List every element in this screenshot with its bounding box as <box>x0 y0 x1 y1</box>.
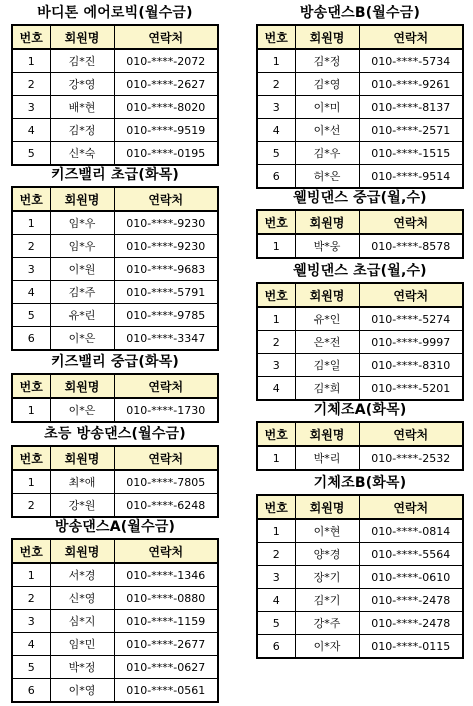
table-row <box>12 211 218 235</box>
header-number: 번호 <box>12 374 50 398</box>
table-row <box>257 73 463 96</box>
table-row <box>12 494 218 518</box>
table-row <box>12 96 218 119</box>
class-section <box>255 187 465 259</box>
header-contact: 연락처 <box>114 25 218 49</box>
row-number: 4 <box>257 589 295 612</box>
contact-number: 010-****-9519 <box>114 119 218 142</box>
contact-number: 010-****-9997 <box>359 331 463 354</box>
table-row <box>12 73 218 96</box>
member-name: 유*린 <box>50 304 114 327</box>
table-row <box>12 258 218 281</box>
member-name: 허*은 <box>295 165 359 189</box>
contact-number: 010-****-5201 <box>359 377 463 401</box>
table-row <box>257 331 463 354</box>
header-member-name: 회원명 <box>295 283 359 307</box>
table-row <box>257 543 463 566</box>
header-contact: 연락처 <box>359 25 463 49</box>
class-section <box>255 472 465 659</box>
class-title: 키즈밸리 초급(화목) <box>50 167 180 183</box>
class-title: 기체조B(화목) <box>313 475 407 491</box>
contact-number: 010-****-9514 <box>359 165 463 189</box>
class-section <box>10 2 220 166</box>
contact-number: 010-****-1515 <box>359 142 463 165</box>
contact-number: 010-****-2478 <box>359 589 463 612</box>
header-member-name: 회원명 <box>295 495 359 519</box>
contact-number: 010-****-5734 <box>359 49 463 73</box>
class-section <box>10 423 220 518</box>
row-number: 4 <box>257 119 295 142</box>
row-number: 2 <box>12 73 50 96</box>
contact-number: 010-****-0880 <box>114 587 218 610</box>
row-number: 5 <box>257 142 295 165</box>
row-number: 2 <box>12 494 50 518</box>
contact-number: 010-****-1159 <box>114 610 218 633</box>
row-number: 3 <box>12 96 50 119</box>
contact-number: 010-****-0115 <box>359 635 463 659</box>
member-name: 박*리 <box>295 446 359 470</box>
member-name: 박*웅 <box>295 234 359 258</box>
contact-number: 010-****-9230 <box>114 211 218 235</box>
contact-number: 010-****-5564 <box>359 543 463 566</box>
header-contact: 연락처 <box>359 210 463 234</box>
table-row <box>12 633 218 656</box>
member-name: 이*은 <box>50 327 114 351</box>
header-member-name: 회원명 <box>50 374 114 398</box>
header-member-name: 회원명 <box>50 446 114 470</box>
table-row <box>257 519 463 543</box>
contact-number: 010-****-0627 <box>114 656 218 679</box>
contact-number: 010-****-0195 <box>114 142 218 166</box>
row-number: 1 <box>12 211 50 235</box>
member-name: 김*정 <box>50 119 114 142</box>
contact-number: 010-****-8020 <box>114 96 218 119</box>
member-name: 김*영 <box>295 73 359 96</box>
class-section <box>10 351 220 423</box>
contact-number: 010-****-2677 <box>114 633 218 656</box>
contact-number: 010-****-9230 <box>114 235 218 258</box>
header-contact: 연락처 <box>359 422 463 446</box>
table-header-row <box>12 374 218 398</box>
member-name: 유*인 <box>295 307 359 331</box>
row-number: 1 <box>257 49 295 73</box>
table-row <box>12 304 218 327</box>
member-name: 김*진 <box>50 49 114 73</box>
contact-number: 010-****-8310 <box>359 354 463 377</box>
contact-number: 010-****-5274 <box>359 307 463 331</box>
member-name: 임*우 <box>50 235 114 258</box>
table-header-row <box>257 495 463 519</box>
member-table <box>11 538 219 703</box>
member-name: 이*선 <box>295 119 359 142</box>
class-title: 키즈밸리 중급(화목) <box>50 354 180 370</box>
contact-number: 010-****-5791 <box>114 281 218 304</box>
class-title: 웰빙댄스 초급(월,수) <box>293 263 427 279</box>
member-table <box>11 24 219 166</box>
header-contact: 연락처 <box>359 495 463 519</box>
header-number: 번호 <box>257 25 295 49</box>
table-row <box>257 165 463 189</box>
row-number: 2 <box>12 235 50 258</box>
row-number: 1 <box>257 519 295 543</box>
member-table <box>256 282 464 401</box>
row-number: 2 <box>257 73 295 96</box>
header-contact: 연락처 <box>359 283 463 307</box>
header-member-name: 회원명 <box>295 210 359 234</box>
member-name: 최*애 <box>50 470 114 494</box>
row-number: 5 <box>12 142 50 166</box>
contact-number: 010-****-1346 <box>114 563 218 587</box>
member-name: 김*주 <box>50 281 114 304</box>
row-number: 5 <box>257 612 295 635</box>
row-number: 5 <box>12 656 50 679</box>
member-name: 배*현 <box>50 96 114 119</box>
table-row <box>257 354 463 377</box>
table-row <box>257 307 463 331</box>
member-name: 이*현 <box>295 519 359 543</box>
header-member-name: 회원명 <box>50 25 114 49</box>
header-member-name: 회원명 <box>295 422 359 446</box>
header-number: 번호 <box>12 446 50 470</box>
table-row <box>12 587 218 610</box>
header-number: 번호 <box>12 539 50 563</box>
table-row <box>12 610 218 633</box>
header-contact: 연락처 <box>114 539 218 563</box>
table-header-row <box>257 210 463 234</box>
contact-number: 010-****-9683 <box>114 258 218 281</box>
table-header-row <box>12 187 218 211</box>
table-row <box>257 377 463 401</box>
header-member-name: 회원명 <box>295 25 359 49</box>
row-number: 1 <box>12 49 50 73</box>
row-number: 6 <box>257 635 295 659</box>
row-number: 4 <box>257 377 295 401</box>
header-number: 번호 <box>12 187 50 211</box>
class-title: 초등 방송댄스(월수금) <box>44 426 186 442</box>
row-number: 1 <box>257 307 295 331</box>
member-table <box>256 24 464 189</box>
table-row <box>257 234 463 258</box>
row-number: 3 <box>12 610 50 633</box>
contact-number: 010-****-3347 <box>114 327 218 351</box>
table-row <box>257 635 463 659</box>
contact-number: 010-****-2072 <box>114 49 218 73</box>
table-row <box>12 327 218 351</box>
contact-number: 010-****-8578 <box>359 234 463 258</box>
row-number: 1 <box>257 446 295 470</box>
contact-number: 010-****-1730 <box>114 398 218 422</box>
class-title: 기체조A(화목) <box>313 402 407 418</box>
table-header-row <box>257 283 463 307</box>
header-number: 번호 <box>12 25 50 49</box>
member-name: 이*자 <box>295 635 359 659</box>
table-header-row <box>12 25 218 49</box>
header-number: 번호 <box>257 210 295 234</box>
table-row <box>257 446 463 470</box>
member-name: 김*일 <box>295 354 359 377</box>
member-name: 김*기 <box>295 589 359 612</box>
member-name: 장*기 <box>295 566 359 589</box>
member-table <box>256 209 464 259</box>
member-name: 서*경 <box>50 563 114 587</box>
table-row <box>12 563 218 587</box>
table-row <box>12 119 218 142</box>
row-number: 1 <box>12 470 50 494</box>
member-name: 신*숙 <box>50 142 114 166</box>
row-number: 2 <box>257 543 295 566</box>
contact-number: 010-****-0610 <box>359 566 463 589</box>
member-name: 신*영 <box>50 587 114 610</box>
row-number: 4 <box>12 119 50 142</box>
row-number: 5 <box>12 304 50 327</box>
table-row <box>257 589 463 612</box>
row-number: 1 <box>257 234 295 258</box>
row-number: 1 <box>12 398 50 422</box>
row-number: 3 <box>257 566 295 589</box>
header-member-name: 회원명 <box>50 539 114 563</box>
table-row <box>257 612 463 635</box>
row-number: 3 <box>257 354 295 377</box>
table-row <box>12 656 218 679</box>
contact-number: 010-****-2627 <box>114 73 218 96</box>
header-number: 번호 <box>257 495 295 519</box>
table-header-row <box>12 539 218 563</box>
table-header-row <box>257 422 463 446</box>
member-name: 김*정 <box>295 49 359 73</box>
member-table <box>11 445 219 518</box>
table-row <box>257 119 463 142</box>
member-name: 강*원 <box>50 494 114 518</box>
member-table <box>11 373 219 423</box>
table-row <box>12 281 218 304</box>
class-title: 방송댄스A(월수금) <box>54 519 176 535</box>
member-name: 이*영 <box>50 679 114 703</box>
class-section <box>10 164 220 351</box>
member-name: 심*지 <box>50 610 114 633</box>
row-number: 2 <box>12 587 50 610</box>
row-number: 3 <box>257 96 295 119</box>
class-title: 바디톤 에어로빅(월수금) <box>37 5 193 21</box>
header-number: 번호 <box>257 283 295 307</box>
header-contact: 연락처 <box>114 187 218 211</box>
table-row <box>12 49 218 73</box>
member-name: 이*원 <box>50 258 114 281</box>
table-header-row <box>257 25 463 49</box>
contact-number: 010-****-7805 <box>114 470 218 494</box>
table-row <box>12 398 218 422</box>
contact-number: 010-****-2478 <box>359 612 463 635</box>
contact-number: 010-****-2532 <box>359 446 463 470</box>
member-name: 박*정 <box>50 656 114 679</box>
member-name: 이*미 <box>295 96 359 119</box>
table-row <box>12 142 218 166</box>
header-number: 번호 <box>257 422 295 446</box>
member-table <box>256 494 464 659</box>
class-section <box>255 399 465 471</box>
table-row <box>12 235 218 258</box>
member-table <box>256 421 464 471</box>
table-row <box>257 566 463 589</box>
row-number: 1 <box>12 563 50 587</box>
contact-number: 010-****-0814 <box>359 519 463 543</box>
member-name: 이*은 <box>50 398 114 422</box>
contact-number: 010-****-9261 <box>359 73 463 96</box>
member-name: 임*민 <box>50 633 114 656</box>
row-number: 2 <box>257 331 295 354</box>
class-section <box>10 516 220 703</box>
contact-number: 010-****-9785 <box>114 304 218 327</box>
contact-number: 010-****-0561 <box>114 679 218 703</box>
member-name: 양*경 <box>295 543 359 566</box>
table-row <box>12 679 218 703</box>
contact-number: 010-****-6248 <box>114 494 218 518</box>
contact-number: 010-****-8137 <box>359 96 463 119</box>
row-number: 6 <box>257 165 295 189</box>
row-number: 6 <box>12 679 50 703</box>
contact-number: 010-****-2571 <box>359 119 463 142</box>
header-contact: 연락처 <box>114 374 218 398</box>
row-number: 6 <box>12 327 50 351</box>
header-contact: 연락처 <box>114 446 218 470</box>
class-title: 웰빙댄스 중급(월,수) <box>293 190 427 206</box>
member-name: 강*영 <box>50 73 114 96</box>
row-number: 3 <box>12 258 50 281</box>
class-section <box>255 2 465 189</box>
row-number: 4 <box>12 281 50 304</box>
table-row <box>12 470 218 494</box>
table-row <box>257 96 463 119</box>
class-section <box>255 260 465 401</box>
row-number: 4 <box>12 633 50 656</box>
member-name: 강*주 <box>295 612 359 635</box>
member-name: 김*희 <box>295 377 359 401</box>
class-title: 방송댄스B(월수금) <box>299 5 421 21</box>
table-row <box>257 142 463 165</box>
table-header-row <box>12 446 218 470</box>
member-name: 임*우 <box>50 211 114 235</box>
table-row <box>257 49 463 73</box>
member-name: 은*전 <box>295 331 359 354</box>
member-name: 김*우 <box>295 142 359 165</box>
member-table <box>11 186 219 351</box>
header-member-name: 회원명 <box>50 187 114 211</box>
